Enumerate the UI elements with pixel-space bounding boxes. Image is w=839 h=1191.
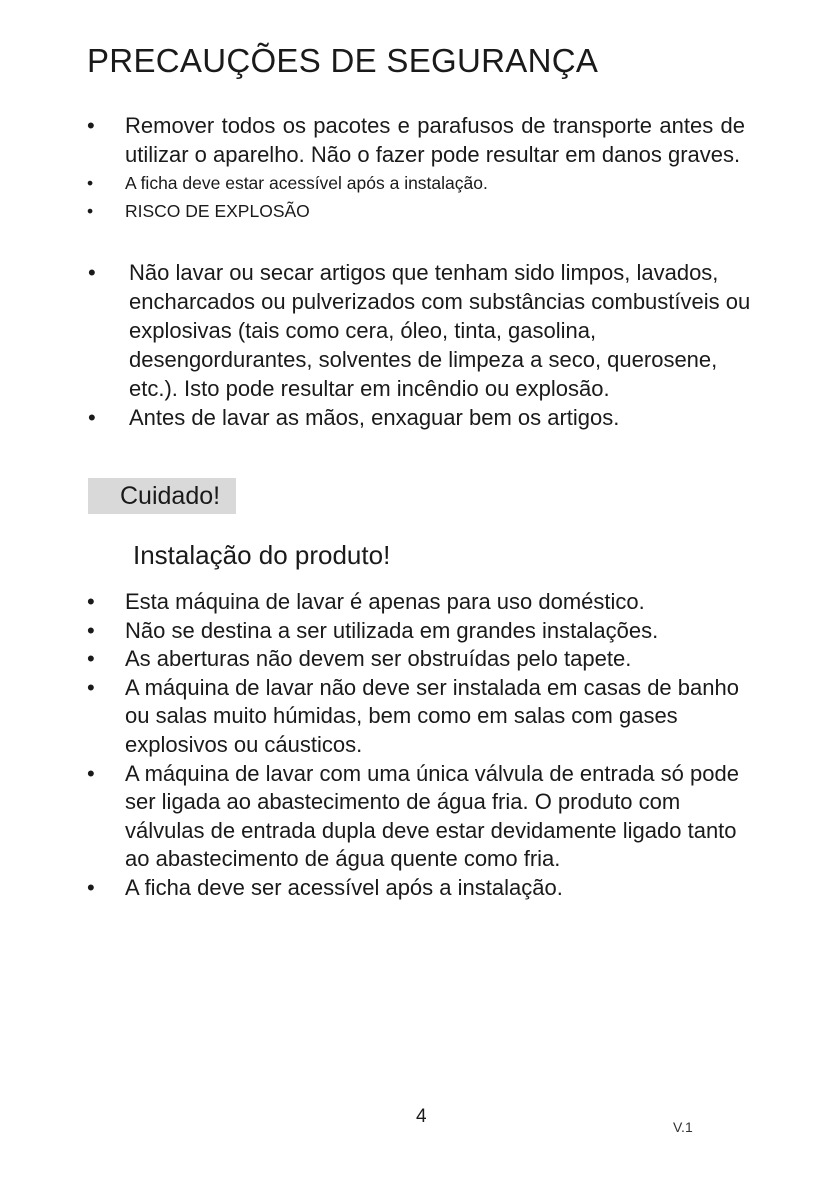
- list-item: [87, 674, 765, 760]
- list-item-text: Antes de lavar as mãos, enxaguar bem os artigos.: [129, 405, 620, 430]
- version-label: V.1: [673, 1119, 693, 1135]
- bullet-icon: •: [87, 674, 95, 700]
- caution-banner: [88, 478, 236, 514]
- list-item: [87, 111, 745, 169]
- list-item: [87, 169, 745, 197]
- bullet-icon: •: [88, 405, 96, 430]
- list-item: [87, 645, 765, 674]
- precautions-list: [87, 111, 745, 225]
- list-item-text: RISCO DE EXPLOSÃO: [125, 201, 310, 221]
- list-item-text: As aberturas não devem ser obstruídas pelo tapete.: [125, 646, 632, 672]
- bullet-icon: •: [88, 260, 96, 285]
- explosion-risk-list: [88, 258, 754, 432]
- list-item-text: A máquina de lavar com uma única válvula de entrada só pode ser ligada ao abastecimento de água fria. O produto com válvulas de entrada dupla deve estar devidamente ligado tanto ao abastecimento de água quente como fria.: [125, 760, 739, 872]
- bullet-icon: •: [87, 589, 95, 614]
- list-item: [87, 197, 745, 225]
- bullet-icon: •: [87, 113, 95, 138]
- page-title: PRECAUÇÕES DE SEGURANÇA: [87, 42, 599, 79]
- list-item: [87, 617, 765, 646]
- list-item-text: Não se destina a ser utilizada em grandes instalações.: [125, 617, 659, 643]
- page-number: 4: [416, 1106, 427, 1127]
- caution-label: Cuidado!: [120, 482, 221, 510]
- list-item-text: Não lavar ou secar artigos que tenham sido limpos, lavados, encharcados ou pulverizados com substâncias combustíveis ou explosivas (tais como cera, óleo, tinta, gasolina, desengordurantes, solventes de limpeza a seco, querosene, etc.). Isto pode resultar em incêndio ou explosão.: [129, 260, 751, 401]
- bullet-icon: •: [87, 173, 94, 193]
- list-item-text: Remover todos os pacotes e parafusos de transporte antes de utilizar o aparelho. Não o fazer pode resultar em danos graves.: [125, 113, 745, 167]
- list-item-text: Esta máquina de lavar é apenas para uso doméstico.: [125, 589, 645, 614]
- list-item: [88, 258, 754, 403]
- list-item: [87, 760, 765, 874]
- list-item-text: A ficha deve estar acessível após a instalação.: [125, 173, 488, 193]
- list-item-text: A ficha deve ser acessível após a instalação.: [125, 874, 563, 900]
- bullet-icon: •: [87, 617, 95, 643]
- installation-heading: Instalação do produto!: [133, 540, 391, 570]
- bullet-icon: •: [87, 874, 95, 900]
- bullet-icon: •: [87, 201, 94, 221]
- installation-list: [87, 588, 765, 903]
- list-item: [87, 588, 765, 617]
- list-item: [88, 403, 754, 432]
- bullet-icon: •: [87, 760, 95, 786]
- list-item-text: A máquina de lavar não deve ser instalada em casas de banho ou salas muito húmidas, bem como em salas com gases explosivos ou cáusticos.: [125, 674, 739, 757]
- bullet-icon: •: [87, 646, 95, 672]
- list-item: [87, 874, 765, 903]
